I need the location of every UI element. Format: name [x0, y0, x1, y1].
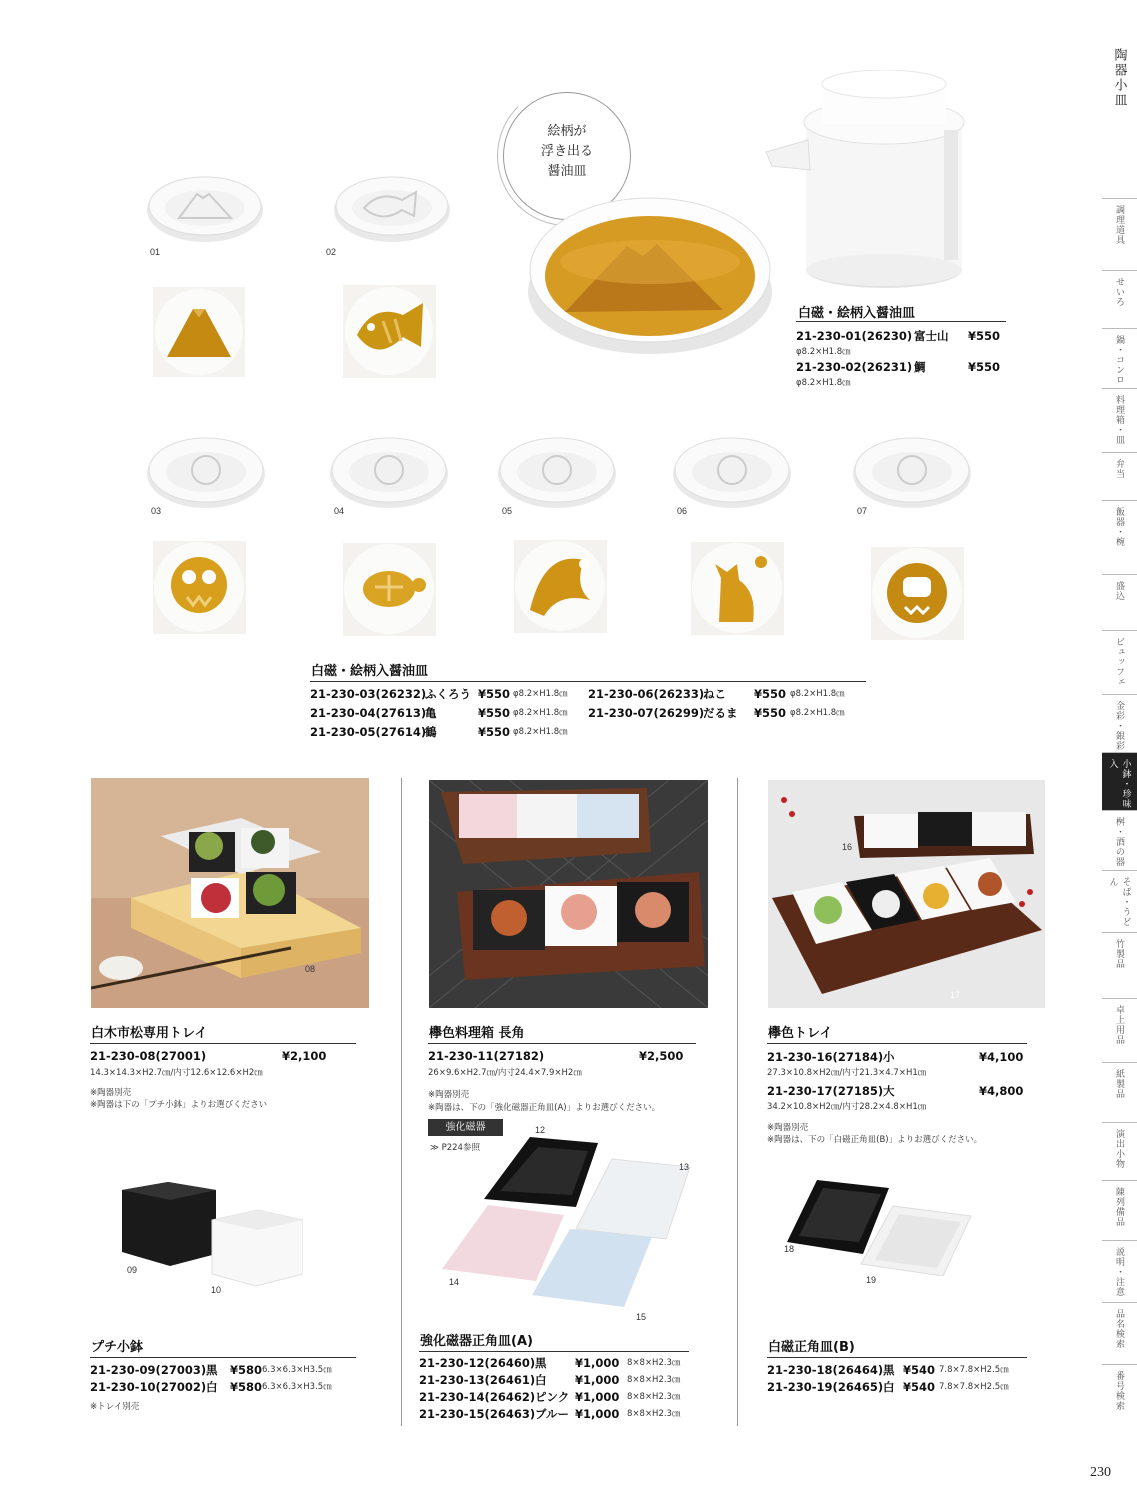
col1-sub-rule	[90, 1357, 356, 1358]
side-tab[interactable]	[1102, 328, 1137, 388]
side-tab-label: そば・うどん	[1107, 877, 1131, 927]
product-row	[767, 1083, 1027, 1100]
side-tab[interactable]	[1102, 1240, 1137, 1302]
product-code: 21-230-04(27613)	[310, 706, 427, 720]
side-tab[interactable]	[1102, 694, 1137, 752]
product-code: 21-230-18(26464)	[767, 1363, 884, 1377]
product-name: ねこ	[703, 687, 726, 701]
product-name: 亀	[425, 706, 437, 720]
petite-bowls-photo	[118, 1178, 303, 1288]
col2-code-row: 21-230-11(27182) ¥2,500	[428, 1049, 684, 1063]
product-price: ¥1,000	[575, 1407, 620, 1421]
square-plates-a-photo	[440, 1133, 695, 1313]
product-price: ¥1,000	[575, 1356, 620, 1370]
product-name: 富士山	[914, 329, 949, 343]
col1-title: 白木市松専用トレイ	[91, 1026, 208, 1041]
item-number: 16	[842, 842, 853, 852]
product-code: 21-230-01(26230)	[796, 329, 913, 343]
column-divider	[737, 778, 738, 1426]
product-row	[310, 704, 590, 723]
product-row	[310, 685, 590, 704]
product-code: 21-230-19(26465)	[767, 1380, 884, 1394]
dish-4-turtle	[328, 430, 450, 516]
product-name: ピンク	[535, 1390, 570, 1404]
crane-soy-closeup	[514, 540, 607, 633]
side-tab[interactable]	[1102, 1302, 1137, 1364]
page-number: 230	[1090, 1465, 1111, 1480]
product-size: φ8.2×H1.8㎝	[790, 708, 845, 718]
col1-sub-title: プチ小鉢	[91, 1340, 144, 1355]
side-tab-label: 説明・注意	[1114, 1247, 1124, 1297]
item-number: 17	[950, 990, 961, 1000]
product-name: 黒	[883, 1363, 895, 1377]
product-size: φ8.2×H1.8㎝	[796, 378, 851, 388]
side-tab-label: 料理箱・皿	[1114, 395, 1124, 445]
product-row	[90, 1379, 390, 1396]
daruma-soy-closeup	[871, 547, 964, 640]
side-tab[interactable]	[1102, 500, 1137, 574]
product-name: 鯛	[914, 360, 926, 374]
side-tab-label: ビュッフェ	[1114, 637, 1124, 687]
col2-sub-rule	[419, 1351, 689, 1352]
dish-02-tai	[332, 172, 452, 244]
side-tab[interactable]	[1102, 932, 1137, 998]
product-price: ¥580	[230, 1363, 263, 1377]
col1-size: 14.3×14.3×H2.7㎝/内寸12.6×12.6×H2㎝	[90, 1068, 263, 1078]
col1-note: ※陶器別売	[90, 1088, 132, 1098]
product-price: ¥550	[968, 329, 1001, 343]
side-tab[interactable]	[1102, 388, 1137, 452]
item-number: 07	[857, 506, 868, 516]
arrow-icon: ≫	[430, 1143, 442, 1153]
item-number: 12	[535, 1125, 546, 1135]
product-size: 34.2×10.8×H2㎝/内寸28.2×4.8×H1㎝	[767, 1102, 927, 1112]
side-tab-label: 金彩・銀彩	[1114, 701, 1124, 751]
product-size: φ8.2×H1.8㎝	[513, 708, 568, 718]
soy-top-rule	[796, 321, 1006, 322]
soy-top-list	[796, 328, 1006, 390]
soy-mid-list-right	[588, 685, 878, 723]
col2-rule	[428, 1043, 696, 1044]
product-size: 7.8×7.8×H2.5㎝	[939, 1382, 1009, 1392]
product-price: ¥550	[478, 706, 511, 720]
side-tab[interactable]	[1102, 198, 1137, 270]
col1-code-row: 21-230-08(27001) ¥2,100	[90, 1049, 327, 1063]
col3-sub-rule	[767, 1357, 1027, 1358]
product-code: 21-230-16(27184)	[767, 1050, 884, 1064]
product-price: ¥580	[230, 1380, 263, 1394]
product-price: ¥540	[903, 1363, 936, 1377]
product-name: 白	[883, 1380, 895, 1394]
side-tab[interactable]	[1102, 810, 1137, 870]
soy-mid-list-left	[310, 685, 590, 742]
col1-rule	[90, 1043, 356, 1044]
col3-note: ※陶器別売	[767, 1123, 809, 1133]
product-code: 21-230-07(26299)	[588, 706, 705, 720]
product-price: ¥540	[903, 1380, 936, 1394]
item-number: 06	[677, 506, 688, 516]
side-tab-label: 桝・酒の器	[1114, 817, 1124, 867]
product-size: 27.3×10.8×H2㎝/内寸21.3×4.7×H1㎝	[767, 1068, 927, 1078]
product-row	[419, 1372, 719, 1389]
product-row	[796, 359, 1006, 376]
photo-keyaki-tray	[768, 780, 1045, 1008]
side-tab-label: 調理道具	[1114, 205, 1124, 245]
product-price: ¥4,800	[979, 1084, 1024, 1098]
product-price: ¥550	[478, 725, 511, 739]
tai-soy-closeup	[343, 285, 436, 378]
category-label: 陶器小皿	[1111, 48, 1127, 108]
product-row	[419, 1389, 719, 1406]
product-row	[310, 723, 590, 742]
product-price: ¥550	[754, 687, 787, 701]
item-number: 02	[326, 247, 337, 257]
product-price: ¥4,100	[979, 1050, 1024, 1064]
column-divider	[401, 778, 402, 1426]
side-tab-label: 演出小物	[1114, 1129, 1124, 1169]
product-name: 鶴	[425, 725, 437, 739]
photo-keyaki-box	[429, 780, 708, 1008]
product-price: ¥1,000	[575, 1373, 620, 1387]
side-tab-label: 鍋・コンロ	[1114, 335, 1124, 385]
product-name: 大	[883, 1084, 895, 1098]
product-code: 21-230-17(27185)	[767, 1084, 884, 1098]
product-size: 7.8×7.8×H2.5㎝	[939, 1365, 1009, 1375]
side-tab[interactable]	[1102, 574, 1137, 630]
product-size: φ8.2×H1.8㎝	[796, 347, 851, 357]
dish-3-owl	[145, 430, 267, 516]
product-row	[588, 685, 878, 704]
side-tab[interactable]	[1102, 1062, 1137, 1122]
product-code: 21-230-12(26460)	[419, 1356, 536, 1370]
product-row	[767, 1049, 1027, 1066]
product-name: ふくろう	[425, 687, 471, 701]
side-tab-label: 弁当	[1114, 459, 1124, 479]
col2-sub-list	[419, 1355, 719, 1423]
item-number: 19	[866, 1275, 877, 1285]
item-number: 15	[636, 1312, 647, 1322]
owl-soy-closeup	[153, 541, 246, 634]
product-name: 小	[883, 1050, 895, 1064]
product-row	[419, 1355, 719, 1372]
dish-7-daruma	[851, 430, 973, 516]
dish-5-crane	[496, 430, 618, 516]
side-tab[interactable]	[1102, 630, 1137, 694]
side-tab-label: 陳列備品	[1114, 1187, 1124, 1227]
product-name: 黒	[535, 1356, 547, 1370]
feature-badge-text: 絵柄が 浮き出る 醤油皿	[540, 124, 593, 179]
product-row	[419, 1406, 719, 1423]
product-name: 黒	[206, 1363, 218, 1377]
item-number: 04	[334, 506, 345, 516]
product-name: ブルー	[535, 1407, 570, 1421]
product-size: 8×8×H2.3㎝	[627, 1358, 681, 1368]
dish-6-cat	[671, 430, 793, 516]
product-price: ¥550	[968, 360, 1001, 374]
side-tab-label: せいろ	[1114, 277, 1124, 307]
side-tab[interactable]	[1102, 870, 1137, 932]
col1-note: ※陶器は下の「プチ小鉢」よりお選びください	[90, 1100, 268, 1110]
product-size: φ8.2×H1.8㎝	[513, 689, 568, 699]
item-number: 13	[679, 1162, 690, 1172]
product-size: 6.3×6.3×H3.5㎝	[262, 1382, 332, 1392]
product-row	[767, 1379, 1067, 1396]
col3-title: 欅色トレイ	[768, 1026, 833, 1041]
dish-01-fuji	[145, 172, 265, 244]
product-price: ¥550	[478, 687, 511, 701]
fuji-soy-closeup	[153, 287, 245, 377]
strengthened-porcelain-badge: 強化磁器	[428, 1119, 503, 1136]
product-row	[767, 1362, 1067, 1379]
col2-sub-title: 強化磁器正角皿(A)	[420, 1334, 533, 1349]
side-tab[interactable]	[1102, 752, 1137, 810]
product-code: 21-230-03(26232)	[310, 687, 427, 701]
side-tab-label: 紙製品	[1114, 1069, 1124, 1099]
side-tab[interactable]	[1102, 270, 1137, 328]
product-size: 8×8×H2.3㎝	[627, 1392, 681, 1402]
col2-title: 欅色料理箱 長角	[429, 1026, 525, 1041]
col2-note: ※陶器別売	[428, 1090, 470, 1100]
product-code: 21-230-02(26231)	[796, 360, 913, 374]
product-price: ¥550	[754, 706, 787, 720]
item-number: 14	[449, 1277, 460, 1287]
side-tab-label: 卓上用品	[1114, 1005, 1124, 1045]
item-number: 09	[127, 1265, 138, 1275]
side-tab-label: 番号検索	[1114, 1371, 1124, 1411]
product-name: 白	[206, 1380, 218, 1394]
soy-mid-title: 白磁・絵柄入醤油皿	[311, 664, 429, 679]
col3-rule	[767, 1043, 1027, 1044]
product-code: 21-230-05(27614)	[310, 725, 427, 739]
side-tab-label: 小鉢・珍味入	[1107, 759, 1131, 809]
item-number: 10	[211, 1285, 222, 1295]
item-number: 18	[784, 1244, 795, 1254]
side-tab-label: 竹製品	[1114, 939, 1124, 969]
side-tab[interactable]	[1102, 998, 1137, 1062]
product-name: 白	[535, 1373, 547, 1387]
side-tab-label: 飯器・椀	[1114, 507, 1124, 547]
col2-size: 26×9.6×H2.7㎝/内寸24.4×7.9×H2㎝	[428, 1068, 582, 1078]
product-row	[90, 1362, 390, 1379]
product-code: 21-230-09(27003)	[90, 1363, 207, 1377]
col3-sub-title: 白磁正角皿(B)	[768, 1340, 855, 1355]
soy-mid-rule	[310, 681, 866, 682]
reference-link[interactable]: ≫ P224参照	[430, 1143, 480, 1153]
side-tab[interactable]	[1102, 452, 1137, 500]
cat-soy-closeup	[691, 542, 784, 635]
col1-sub-list	[90, 1362, 390, 1396]
side-tab[interactable]	[1102, 1180, 1137, 1240]
square-plates-b-photo	[785, 1176, 975, 1276]
item-number: 03	[151, 506, 162, 516]
col1-sub-note: ※トレイ別売	[90, 1402, 140, 1412]
side-tab[interactable]	[1102, 1364, 1137, 1420]
product-size: 6.3×6.3×H3.5㎝	[262, 1365, 332, 1375]
product-name: だるま	[703, 706, 738, 720]
photo-shiraki-tray	[91, 778, 369, 1008]
item-number: 05	[502, 506, 513, 516]
product-code: 21-230-15(26463)	[419, 1407, 536, 1421]
product-code: 21-230-10(27002)	[90, 1380, 207, 1394]
soy-dish-large	[525, 192, 775, 357]
col3-sub-list	[767, 1362, 1067, 1396]
product-size: 8×8×H2.3㎝	[627, 1375, 681, 1385]
side-tab-label: 品名検索	[1114, 1309, 1124, 1349]
product-row	[796, 328, 1006, 345]
product-row	[588, 704, 878, 723]
side-tab-label: 盛込	[1114, 581, 1124, 601]
item-number: 01	[150, 247, 161, 257]
product-size: φ8.2×H1.8㎝	[790, 689, 845, 699]
product-size: 8×8×H2.3㎝	[627, 1409, 681, 1419]
product-code: 21-230-06(26233)	[588, 687, 705, 701]
side-tab[interactable]	[1102, 1122, 1137, 1180]
product-code: 21-230-13(26461)	[419, 1373, 536, 1387]
col3-list	[767, 1049, 1027, 1117]
product-size: φ8.2×H1.8㎝	[513, 727, 568, 737]
soy-top-title: 白磁・絵柄入醤油皿	[798, 306, 916, 321]
product-code: 21-230-14(26462)	[419, 1390, 536, 1404]
product-price: ¥1,000	[575, 1390, 620, 1404]
col2-note: ※陶器は、下の「強化磁器正角皿(A)」よりお選びください。	[428, 1103, 661, 1113]
col3-note: ※陶器は、下の「白磁正角皿(B)」よりお選びください。	[767, 1135, 983, 1145]
turtle-soy-closeup	[343, 543, 436, 636]
soy-pot	[764, 70, 984, 300]
item-number: 08	[305, 964, 316, 974]
